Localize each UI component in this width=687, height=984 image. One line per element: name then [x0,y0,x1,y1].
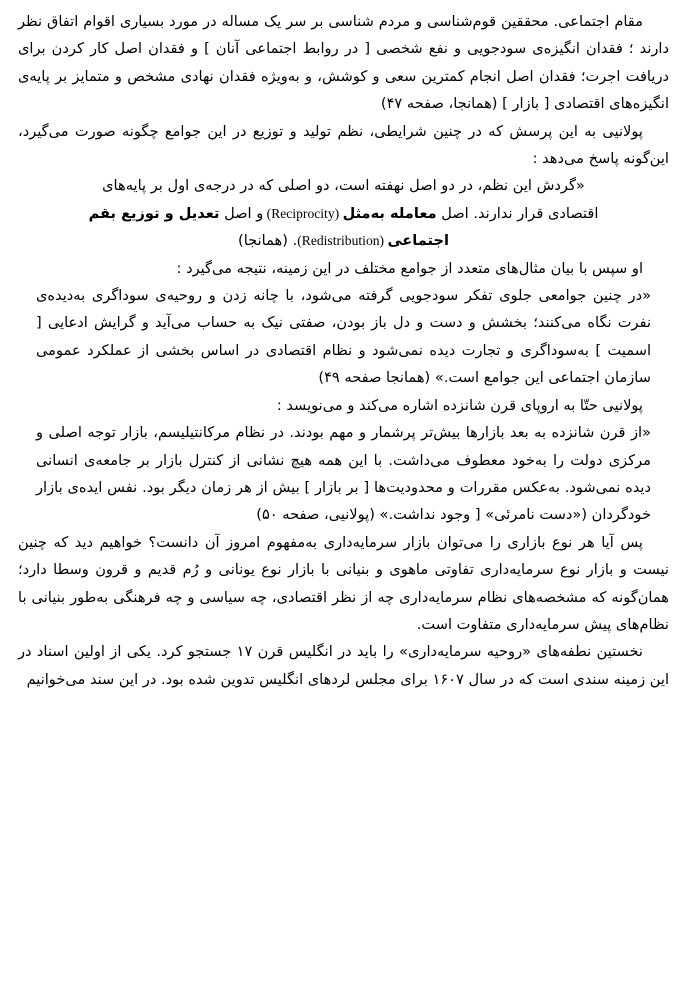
paragraph-3: او سپس با بیان مثال‌های متعدد از جوامع مختلف در این زمینه، نتیجه می‌گیرد : [176,259,643,277]
quote-segment-plain-2: و اصل [219,204,264,222]
quote-segment-bold-3: اجتماعی [387,232,449,250]
quote-segment-latin-1: (Reciprocity) [263,205,343,221]
paragraph-2: پولانیی به این پرسش که در چنین شرایطی، نظم تولید و توزیع در این جوامع چگونه صورت می‌گیرد، این‌گونه پاسخ می‌دهد : [18,122,669,168]
quote-segment-bold-2: تعدیل و توزیع بقم [88,204,220,222]
quote-segment-latin-2: (Redistribution) [297,233,388,249]
quote-segment-plain-3: . (همانجا) [238,232,298,250]
quote-segment-bold-1: معامله به‌مثل [342,204,437,222]
quote-line-2 [36,200,651,227]
document-body [18,8,669,693]
block-quote-1: «در چنین جوامعی جلوی تفکر سودجویی گرفته می‌شود، با چانه زدن و روحیه‌ی سوداگری به‌دیده‌ی نفرت نگاه می‌کنند؛ بخشش و دست و دل باز بودن، صفتی نیک به حساب می‌آید و گرایش ادعایی [ اسمیت ] به‌سوداگری و تجارت دیده نمی‌شود و نظام اقتصادی در اساس بخشی از عملکرد عمومی سازمان اجتماعی این جوامع است.» (همانجا صفحه ۴۹) [36,287,651,387]
paragraph-6: نخستین نطفه‌های «روحیه سرمایه‌داری» را باید در انگلیس قرن ۱۷ جستجو کرد. یکی از اولین اسناد در این زمینه سندی است که در سال ۱۶۰۷ برای مجلس لردهای انگلیس تدوین شده بود. در این سند می‌خوانیم [18,643,669,688]
quote-segment-plain-1: اقتصادی قرار ندارند. اصل [436,204,599,222]
block-quote-2: «از قرن شانزده به بعد بازارها بیش‌تر پرشمار و مهم بودند. در نظام مرکانتیلیسم، بازار توجه اصلی و مرکزی دولت را به‌خود معطوف می‌داشت. با این همه هیچ نشانی از کنترل بازار بر جامعه‌ی انسانی دیده نمی‌شود. به‌عکس مقررات و محدودیت‌ها [ بر بازار ] بیش از هر زمان دیگر بود. نفس ایده‌ی بازار خودگردان («دست نامرئی» [ وجود نداشت.» (پولانیی، صفحه ۵۰) [36,424,651,524]
paragraph-1: مقام اجتماعی. محققین قوم‌شناسی و مردم شناسی بر سر یک مساله در مورد بسیاری اقوام اتفاق نظر دارند ؛ فقدان انگیزه‌ی سودجویی و نفع شخصی [ در روابط اجتماعی آنان ] و فقدان اصل کار کردن برای دریافت اجرت؛ فقدان اصل انجام کمترین سعی و کوشش، و به‌ویژه فقدان نهادی مشخص و متمایز بر پایه‌ی انگیزه‌های اقتصادی [ بازار ] (همانجا، صفحه ۴۷) [18,13,669,113]
quote-line-1: «گردش این نظم، در دو اصل نهفته است، دو اصلی که در درجه‌ی اول بر پایه‌های [102,177,585,195]
quote-line-3 [36,227,651,254]
paragraph-4: پولانیی حتّا به اروپای قرن شانزده اشاره می‌کند و می‌نویسد : [276,396,643,414]
paragraph-5: پس آیا هر نوع بازاری را می‌توان بازار سرمایه‌داری به‌مفهوم امروز آن دانست؟ خواهیم دید که چنین نیست و بازار نوع سرمایه‌داری تفاوتی ماهوی و بنیانی با بازار نوع یونانی و رُم قدیم و قرون وسطا دارد؛ همان‌گونه که مشخصه‌های نظام سرمایه‌داری چه از نظر اقتصادی، چه سیاسی و چه فرهنگی به‌طور بنیانی با نظام‌های پیش سرمایه‌داری متفاوت است. [18,533,669,633]
